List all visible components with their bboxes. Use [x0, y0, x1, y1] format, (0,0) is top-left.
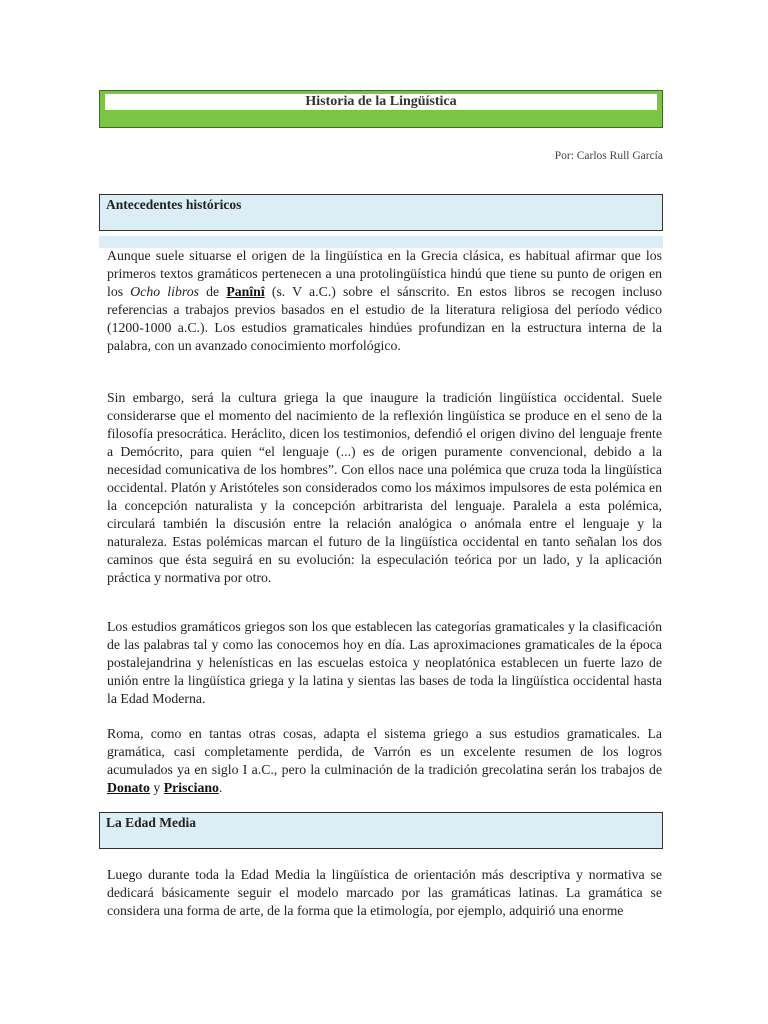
section-heading: Antecedentes históricos	[106, 197, 242, 212]
link-donato[interactable]: Donato	[107, 780, 150, 795]
paragraph-text: y	[149, 780, 164, 795]
italic-title: Ocho libros	[130, 284, 199, 299]
section-heading: La Edad Media	[106, 815, 197, 830]
link-panini[interactable]: Panînî	[226, 284, 265, 299]
paragraph-2: Sin embargo, será la cultura griega la que inaugure la tradición lingüística occidental. Suele considerarse que el momento del nacimiento de la reflexión lingüística se produce en el seno de la filosofía presocrática. Heráclito, dicen los testimonios, defendió el origen divino del lenguaje frente a Demócrito, para quien “el lenguaje (...) es de origen puramente convencional, debido a la necesidad comunicativa de los hombres”. Con ellos nace una polémica que cruza toda la lingüística occidental. Platón y Aristóteles son considerados como los máximos impulsores de esta polémica en la concepción naturalista y la concepción arbitrarista del lenguaje. Paralela a esta polémica, circulará también la discusión entre la relación analógica o anómala entre el lenguaje y la naturaleza. Estas polémicas marcan el futuro de la lingüística occidental en tanto señalan los dos caminos que ésta seguirá en su evolución: la especulación teórica por un lado, y la aplicación práctica y normativa por otro.	[107, 390, 662, 585]
paragraph-text: .	[218, 780, 223, 795]
paragraph-1	[107, 247, 662, 355]
author-prefix: Por	[554, 150, 571, 162]
link-prisciano[interactable]: Prisciano	[163, 780, 219, 795]
title-banner	[99, 90, 663, 128]
document-title: Historia de la Lingüística	[105, 94, 657, 110]
paragraph-text: Aunque suele situarse el origen de la lingüística en la Grecia clásica, es habitual afirmar que los primeros textos gramáticos pertenecen a una protolingüística hindú que tiene su punto de origen en los	[107, 248, 662, 299]
section-header-edad-media	[99, 812, 663, 849]
author-name: : Carlos Rull García	[570, 150, 663, 162]
paragraph-4	[107, 725, 662, 797]
paragraph-text: de	[199, 284, 227, 299]
author-line	[555, 150, 663, 162]
paragraph-3: Los estudios gramáticos griegos son los que establecen las categorías gramaticales y la clasificación de las palabras tal y como las conocemos hoy en día. Las aproximaciones gramaticales de la época postalejandrina y helenísticas en las escuelas estoica y neoplatónica establecen un fuerte lazo de unión entre la lingüística griega y la latina y sientas las bases de toda la lingüística occidental hasta la Edad Moderna.	[107, 619, 662, 706]
paragraph-text: (s. V a.C.) sobre el sánscrito. En estos libros se recogen incluso referencias a trabajos previos basados en el estudio de la literatura religiosa del período védico (1200-1000 a.C.). Los estudios gramaticales hindúes profundizan en la estructura interna de la palabra, con un avanzado conocimiento morfológico.	[107, 284, 662, 353]
section-header-antecedentes	[99, 194, 663, 231]
paragraph-5: Luego durante toda la Edad Media la lingüística de orientación más descriptiva y normativa se dedicará básicamente seguir el modelo marcado por las gramáticas latinas. La gramática se considera una forma de arte, de la forma que la etimología, por ejemplo, adquirió una enorme	[107, 867, 662, 918]
paragraph-text: Roma, como en tantas otras cosas, adapta el sistema griego a sus estudios gramaticales. La gramática, casi completamente perdida, de Varrón es un excelente resumen de los logros acumulados ya en siglo I a.C., pero la culminación de la tradición grecolatina serán los trabajos de	[107, 726, 662, 777]
